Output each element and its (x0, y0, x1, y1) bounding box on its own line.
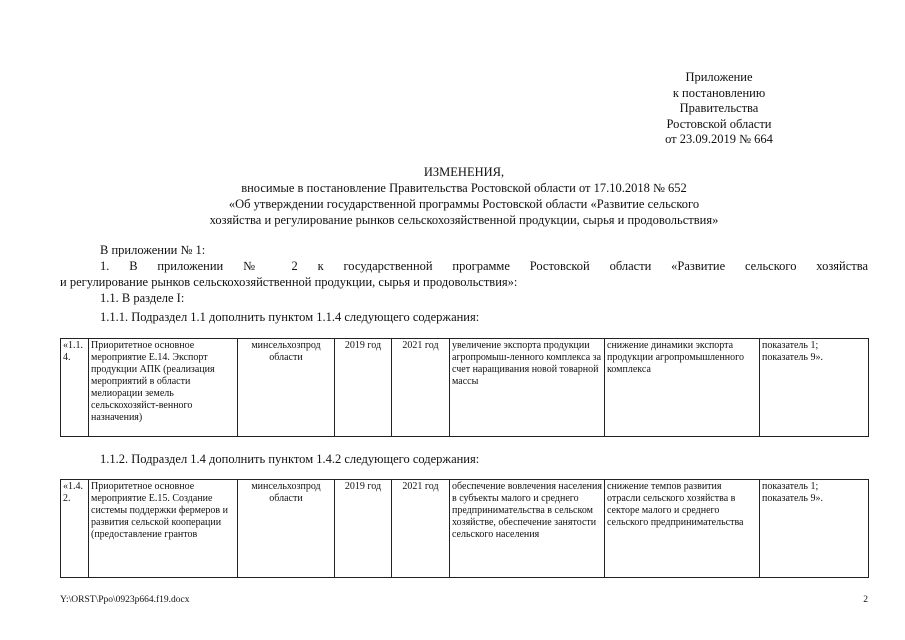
appendix-line: к постановлению (672, 85, 766, 100)
paragraph-item-1-1-1: 1.1.1. Подраздел 1.1 дополнить пунктом 1.1.4 следующего содержания: (100, 310, 480, 324)
appendix-line: Ростовской области (666, 116, 772, 131)
cell-event-name: Приоритетное основное мероприятие Е.15. Создание системы поддержки фермеров и развития сельской кооперации (предоставление грантов (89, 480, 238, 578)
cell-number: «1.4.2. (61, 480, 89, 578)
cell-expected-result: обеспечение вовлечения населения в субъекты малого и среднего предпринимательства в сельском хозяйстве, обеспечение занятости сельского населения (450, 480, 605, 578)
paragraph-item-1-cont: и регулирование рынков сельскохозяйственной продукции, сырья и продовольствия»: (60, 275, 518, 289)
cell-number: «1.1.4. (61, 339, 89, 437)
cell-consequence: снижение темпов развития отрасли сельского хозяйства в секторе малого и среднего сельского предпринимательства (605, 480, 760, 578)
appendix-header (619, 70, 819, 148)
amendment-table-1 (60, 338, 869, 437)
cell-event-name: Приоритетное основное мероприятие Е.14. Экспорт продукции АПК (реализация мероприятий в области мелиорации земель сельскохозяйст-венного назначения) (89, 339, 238, 437)
document-title (60, 164, 868, 228)
appendix-line: Правительства (679, 101, 759, 115)
appendix-date: от 23.09.2019 № 664 (665, 132, 773, 146)
amendment-table-2 (60, 479, 869, 578)
cell-executor: минсельхозпрод области (238, 480, 335, 578)
paragraph-item-1-1: 1.1. В разделе I: (100, 291, 185, 305)
cell-indicator: показатель 1; показатель 9». (760, 339, 869, 437)
cell-expected-result: увеличение экспорта продукции агропромыш-ленного комплекса за счет наращивания новой товарной массы (450, 339, 605, 437)
cell-executor: минсельхозпрод области (238, 339, 335, 437)
paragraph-item-1-1-2: 1.1.2. Подраздел 1.4 дополнить пунктом 1.4.2 следующего содержания: (100, 452, 480, 466)
appendix-line: Приложение (685, 70, 753, 84)
cell-indicator: показатель 1; показатель 9». (760, 480, 869, 578)
title-line: хозяйства и регулирование рынков сельскохозяйственной продукции, сырья и продовольствия» (209, 213, 719, 227)
paragraph-item-1: 1. В приложении № 2 к государственной программе Ростовской области «Развитие сельского хозяйства (100, 259, 868, 273)
table-row (61, 480, 869, 578)
title-line: вносимые в постановление Правительства Ростовской области от 17.10.2018 № 652 (241, 181, 687, 195)
cell-consequence: снижение динамики экспорта продукции агропромышленного комплекса (605, 339, 760, 437)
page-number: 2 (863, 595, 868, 605)
paragraph-intro: В приложении № 1: (100, 243, 206, 257)
cell-end-year: 2021 год (392, 339, 450, 437)
cell-start-year: 2019 год (335, 480, 392, 578)
cell-end-year: 2021 год (392, 480, 450, 578)
title-heading: ИЗМЕНЕНИЯ, (423, 165, 505, 179)
cell-start-year: 2019 год (335, 339, 392, 437)
footer-file-path: Y:\ORST\Ppo\0923p664.f19.docx (60, 595, 190, 605)
table-row (61, 339, 869, 437)
title-line: «Об утверждении государственной программы Ростовской области «Развитие сельского (228, 197, 700, 211)
